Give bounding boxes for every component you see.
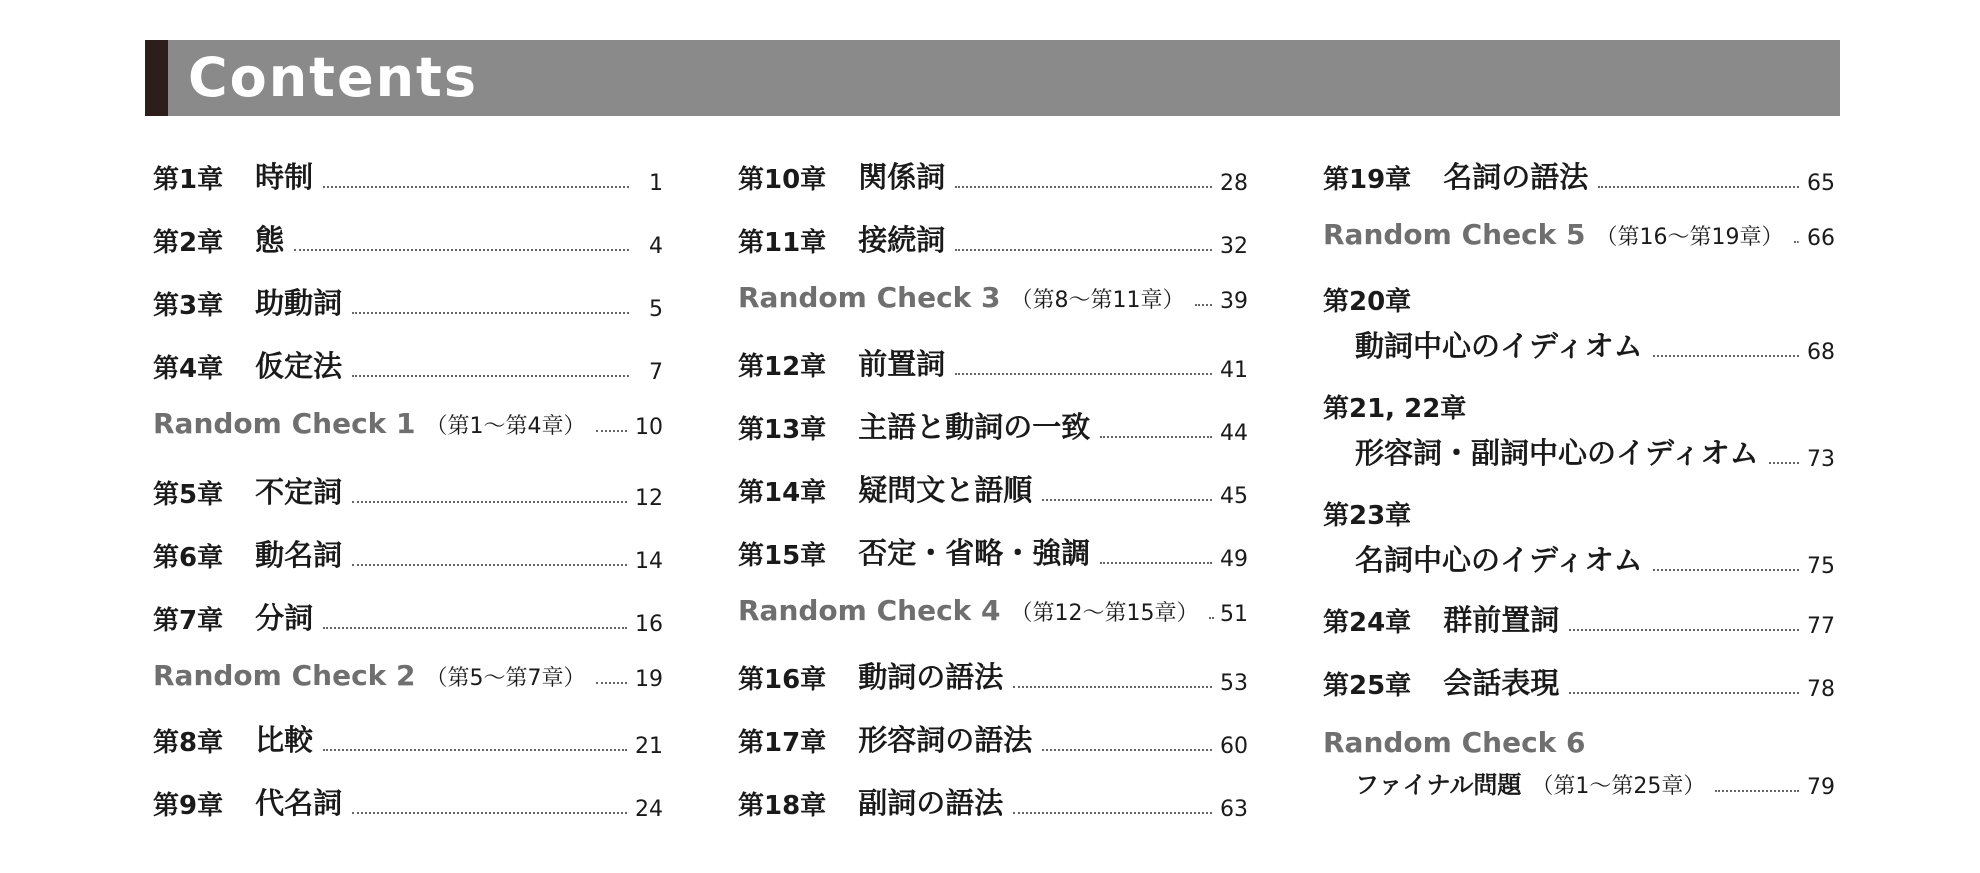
chapter-number: 第23章 xyxy=(1323,501,1412,531)
chapter-number: 第20章 xyxy=(1323,287,1412,317)
dot-leader xyxy=(1769,462,1799,464)
dot-leader xyxy=(294,249,629,251)
chapter-title: 接続詞 xyxy=(858,223,946,257)
page-number: 19 xyxy=(635,667,663,692)
dot-leader xyxy=(1653,569,1799,571)
chapter-title: 形容詞・副詞中心のイディオム xyxy=(1355,436,1759,470)
toc-entry[interactable] xyxy=(1323,155,1835,196)
toc-entry[interactable] xyxy=(738,655,1248,696)
chapter-range-note: （第12～第15章） xyxy=(1010,601,1199,626)
dot-leader xyxy=(323,186,629,188)
page-number: 78 xyxy=(1807,677,1835,702)
toc-entry[interactable] xyxy=(738,218,1248,259)
page-number: 12 xyxy=(635,486,663,511)
chapter-title: 代名詞 xyxy=(255,786,343,820)
dot-leader xyxy=(955,186,1212,188)
chapter-title: 前置詞 xyxy=(858,347,946,381)
chapter-number: 第2章 xyxy=(153,228,224,258)
chapter-title: 会話表現 xyxy=(1443,666,1560,700)
dot-leader xyxy=(1042,749,1212,751)
dot-leader xyxy=(1569,692,1799,694)
chapter-title: 関係詞 xyxy=(858,160,946,194)
page-number: 63 xyxy=(1220,797,1248,822)
chapter-number: 第21, 22章 xyxy=(1323,394,1467,424)
random-check-entry[interactable] xyxy=(1323,726,1835,800)
dot-leader xyxy=(955,249,1212,251)
chapter-number: 第24章 xyxy=(1323,608,1412,638)
chapter-range-note: （第1～第4章） xyxy=(425,414,586,439)
chapter-title: 助動詞 xyxy=(255,286,343,320)
dot-leader xyxy=(1653,355,1799,357)
toc-entry[interactable] xyxy=(738,342,1248,383)
page-number: 45 xyxy=(1220,484,1248,509)
chapter-number: 第18章 xyxy=(738,791,827,821)
chapter-number: 第4章 xyxy=(153,354,224,384)
random-check-label: Random Check 1 xyxy=(153,407,416,440)
toc-entry[interactable] xyxy=(1323,388,1835,472)
random-check-label: Random Check 6 xyxy=(1323,726,1586,759)
chapter-number: 第10章 xyxy=(738,165,827,195)
toc-entry[interactable] xyxy=(1323,661,1835,702)
chapter-title: 動詞の語法 xyxy=(858,660,1004,694)
chapter-number: 第1章 xyxy=(153,165,224,195)
dot-leader xyxy=(1794,241,1799,243)
chapter-title: 主語と動詞の一致 xyxy=(858,410,1091,444)
toc-entry[interactable] xyxy=(738,531,1248,572)
dot-leader xyxy=(955,373,1212,375)
toc-entry[interactable] xyxy=(1323,281,1835,365)
chapter-number: 第5章 xyxy=(153,480,224,510)
dot-leader xyxy=(1013,812,1212,814)
toc-entry[interactable] xyxy=(1323,598,1835,639)
chapter-title: 動詞中心のイディオム xyxy=(1355,329,1643,363)
page-number: 1 xyxy=(649,171,663,196)
chapter-number: 第9章 xyxy=(153,791,224,821)
chapter-range-note: （第5～第7章） xyxy=(425,666,586,691)
page-number: 24 xyxy=(635,797,663,822)
dot-leader xyxy=(352,812,627,814)
toc-entry[interactable] xyxy=(738,155,1248,196)
toc-entry[interactable] xyxy=(153,218,663,259)
chapter-range-note: （第8～第11章） xyxy=(1010,288,1185,313)
toc-entry[interactable] xyxy=(153,155,663,196)
chapter-number: 第19章 xyxy=(1323,165,1412,195)
random-check-label: Random Check 3 xyxy=(738,281,1001,314)
toc-entry[interactable] xyxy=(153,533,663,574)
chapter-number: 第13章 xyxy=(738,415,827,445)
dot-leader xyxy=(1569,629,1799,631)
chapter-number: 第3章 xyxy=(153,291,224,321)
contents-header xyxy=(145,40,1840,116)
random-check-entry[interactable] xyxy=(738,594,1248,627)
chapter-range-note: （第1～第25章） xyxy=(1531,774,1706,799)
chapter-title: 否定・省略・強調 xyxy=(858,536,1091,570)
page-number: 16 xyxy=(635,612,663,637)
page-number: 77 xyxy=(1807,614,1835,639)
page-number: 51 xyxy=(1220,602,1248,627)
header-accent-bar xyxy=(145,40,168,116)
page-number: 28 xyxy=(1220,171,1248,196)
chapter-title: 群前置詞 xyxy=(1443,603,1560,637)
dot-leader xyxy=(1195,304,1212,306)
page-number: 53 xyxy=(1220,671,1248,696)
chapter-title: 分詞 xyxy=(255,601,314,635)
random-check-entry[interactable] xyxy=(153,407,663,440)
chapter-number: 第16章 xyxy=(738,665,827,695)
page-number: 41 xyxy=(1220,358,1248,383)
toc-entry[interactable] xyxy=(153,281,663,322)
dot-leader xyxy=(1209,617,1212,619)
page-number: 79 xyxy=(1807,775,1835,800)
dot-leader xyxy=(1598,186,1799,188)
chapter-title: 動名詞 xyxy=(255,538,343,572)
toc-entry[interactable] xyxy=(738,718,1248,759)
chapter-number: 第7章 xyxy=(153,606,224,636)
chapter-title: 名詞中心のイディオム xyxy=(1355,543,1643,577)
page-number: 39 xyxy=(1220,289,1248,314)
page-number: 75 xyxy=(1807,554,1835,579)
toc-entry[interactable] xyxy=(153,596,663,637)
page-number: 68 xyxy=(1807,340,1835,365)
dot-leader xyxy=(1042,499,1212,501)
chapter-title: 形容詞の語法 xyxy=(858,723,1033,757)
toc-entry[interactable] xyxy=(1323,495,1835,579)
chapter-title: 不定詞 xyxy=(255,475,343,509)
chapter-title: 時制 xyxy=(255,160,314,194)
toc-entry[interactable] xyxy=(738,781,1248,822)
chapter-title: 疑問文と語順 xyxy=(858,473,1033,507)
dot-leader xyxy=(1100,436,1212,438)
dot-leader xyxy=(1100,562,1212,564)
page-number: 66 xyxy=(1807,226,1835,251)
dot-leader xyxy=(1013,686,1212,688)
page-number: 73 xyxy=(1807,447,1835,472)
page-number: 14 xyxy=(635,549,663,574)
page-number: 5 xyxy=(649,297,663,322)
dot-leader xyxy=(352,312,629,314)
page-number: 10 xyxy=(635,415,663,440)
chapter-number: 第15章 xyxy=(738,541,827,571)
toc-entry[interactable] xyxy=(153,781,663,822)
dot-leader xyxy=(352,375,629,377)
dot-leader xyxy=(323,627,627,629)
chapter-number: 第25章 xyxy=(1323,671,1412,701)
page-number: 65 xyxy=(1807,171,1835,196)
chapter-range-note: （第16～第19章） xyxy=(1595,225,1784,250)
page-number: 44 xyxy=(1220,421,1248,446)
chapter-title: 仮定法 xyxy=(255,349,343,383)
dot-leader xyxy=(323,749,627,751)
page-number: 60 xyxy=(1220,734,1248,759)
random-check-entry[interactable] xyxy=(153,659,663,692)
chapter-number: 第6章 xyxy=(153,543,224,573)
random-check-entry[interactable] xyxy=(738,281,1248,314)
page-number: 21 xyxy=(635,734,663,759)
toc-entry[interactable] xyxy=(738,468,1248,509)
dot-leader xyxy=(596,682,627,684)
chapter-title: ファイナル問題 xyxy=(1355,771,1522,799)
page-title: Contents xyxy=(188,46,479,109)
random-check-entry[interactable] xyxy=(1323,218,1835,251)
chapter-title: 態 xyxy=(255,223,285,257)
chapter-title: 副詞の語法 xyxy=(858,786,1004,820)
toc-entry[interactable] xyxy=(153,344,663,385)
chapter-number: 第8章 xyxy=(153,728,224,758)
chapter-number: 第14章 xyxy=(738,478,827,508)
toc-entry[interactable] xyxy=(153,718,663,759)
chapter-number: 第11章 xyxy=(738,228,827,258)
toc-entry[interactable] xyxy=(738,405,1248,446)
chapter-number: 第12章 xyxy=(738,352,827,382)
dot-leader xyxy=(352,501,627,503)
dot-leader xyxy=(596,430,627,432)
page-number: 4 xyxy=(649,234,663,259)
random-check-label: Random Check 2 xyxy=(153,659,416,692)
dot-leader xyxy=(352,564,627,566)
toc-entry[interactable] xyxy=(153,470,663,511)
page-number: 32 xyxy=(1220,234,1248,259)
chapter-title: 名詞の語法 xyxy=(1443,160,1589,194)
dot-leader xyxy=(1715,790,1799,792)
random-check-label: Random Check 5 xyxy=(1323,218,1586,251)
page-number: 49 xyxy=(1220,547,1248,572)
chapter-number: 第17章 xyxy=(738,728,827,758)
random-check-label: Random Check 4 xyxy=(738,594,1001,627)
chapter-title: 比較 xyxy=(255,723,314,757)
page-number: 7 xyxy=(649,360,663,385)
